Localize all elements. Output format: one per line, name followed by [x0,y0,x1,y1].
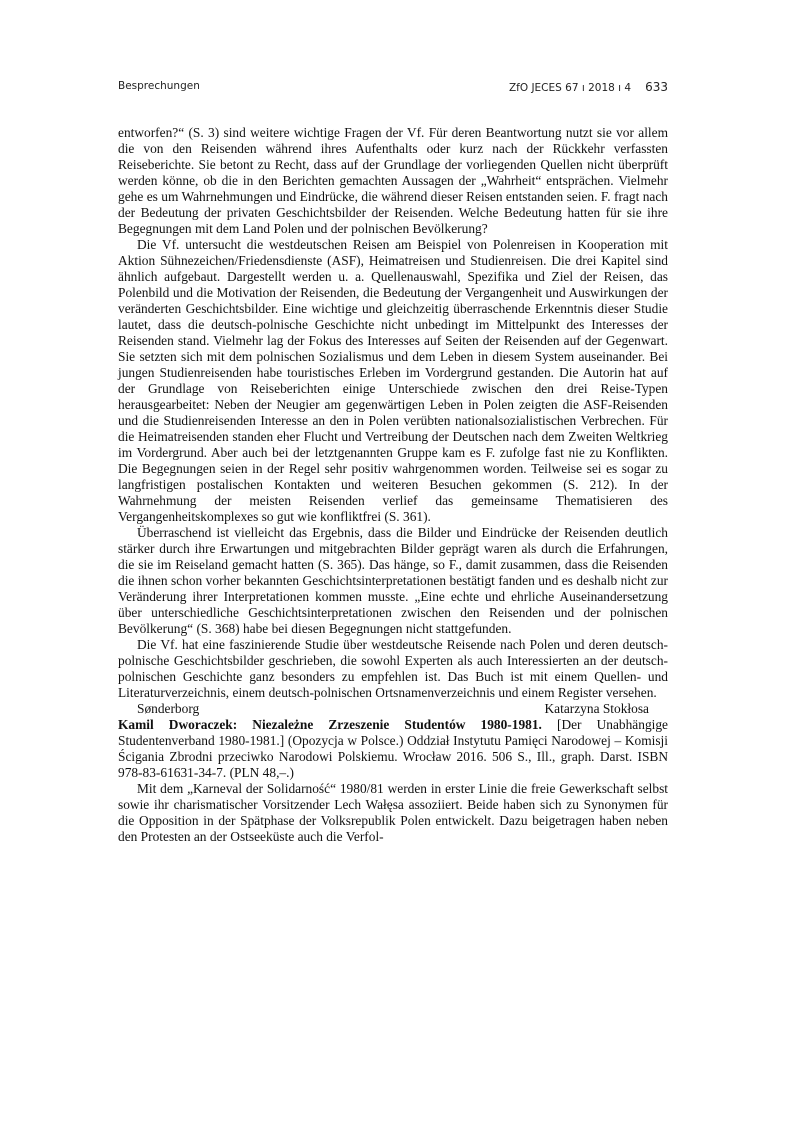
page-body [118,125,668,845]
paragraph-3: Überraschend ist vielleicht das Ergebnis, dass die Bilder und Eindrücke der Reisenden deutlich stärker durch ihre Erwartungen und mitgebrachten Bilder geprägt waren als durch die Erfahrungen, die sie im Reiseland gemacht hatten (S. 365). Das hänge, so F., damit zusammen, dass die Reisenden die ihnen schon vorher bekannten Geschichtsinterpretationen bestätigt fanden und es deshalb nicht zur Veränderung ihrer Interpretationen kommen musste. „Eine echte und ehrliche Auseinandersetzung über unterschiedliche Geschichtsinterpretationen zwischen den Reisenden und der polnischen Bevölkerung“ (S. 368) habe bei diesen Begegnungen nicht stattgefunden. [118,525,668,636]
paragraph-2: Die Vf. untersucht die westdeutschen Reisen am Beispiel von Polenreisen in Kooperation mit Aktion Sühnezeichen/Friedensdienste (ASF), Heimatreisen und Studienreisen. Die drei Kapitel sind ähnlich aufgebaut. Dargestellt werden u. a. Quellenauswahl, Spezifika und Ziel der Reisen, das Polenbild und die Motivation der Reisenden, die Bedeutung der Vergangenheit und Auswirkungen der veränderten Geschichtsbilder. Eine wichtige und gleichzeitig überraschende Erkenntnis dieser Studie lautet, dass die deutsch-polnische Geschichte nicht unbedingt im Mittelpunkt des Interesses der Reisenden stand. Vielmehr lag der Fokus des Interesses auf Seiten der Reisenden auf der Gegenwart. Sie setzten sich mit dem polnischen Sozialismus und dem Leben in diesem System auseinander. Bei jungen Studienreisenden habe touristisches Erleben im Vordergrund gestanden. Die Autorin hat auf der Grundlage von Reiseberichten einige Unterschiede zwischen den drei Reise-Typen herausgearbeitet: Neben der Neugier am gegenwärtigen Leben in Polen zeigten die ASF-Reisenden und die Studienreisenden Interesse an den in Polen verübten nationalsozialistischen Verbrechen. Für die Heimatreisenden standen eher Flucht und Vertreibung der Deutschen nach dem Zweiten Weltkrieg im Vordergrund. Aber auch bei der letztgenannten Gruppe kam es F. zufolge fast nie zu Konflikten. Die Begegnungen seien in der Regel sehr positiv wahrgenommen worden. Teilweise sei es sogar zu langfristigen postalischen Kontakten und weiteren Besuchen gekommen (S. 212). In der Wahrnehmung der meisten Reisenden verlief das gemeinsame Thematisieren des Vergangenheitskomplexes so gut wie konfliktfrei (S. 361). [118,237,668,524]
journal-info [509,80,668,94]
paragraph-4: Die Vf. hat eine faszinierende Studie über westdeutsche Reisende nach Polen und deren deutsch-polnische Geschichtsbilder geschrieben, die sowohl Experten als auch Interessierten an der deutsch-polnischen Geschichte ganz besonders zu empfehlen ist. Das Buch ist mit einem Quellen- und Literaturverzeichnis, einem deutsch-polnischen Ortsnamenverzeichnis und einem Register versehen. [118,637,668,700]
review-bibliography [118,717,668,781]
review-title: Kamil Dworaczek: Niezależne Zrzeszenie Studentów 1980-1981. [118,717,542,732]
journal-issue: ZfO JECES 67 ı 2018 ı 4 [508,82,632,94]
signature-author: Katarzyna Stokłosa [544,701,649,716]
review-signature [118,701,668,717]
paragraph-1: entworfen?“ (S. 3) sind weitere wichtige Fragen der Vf. Für deren Beantwortung nutzt sie vor allem die von den Reisenden während ihres Aufenthalts oder kurz nach der Rückkehr verfassten Reiseberichte. Sie betont zu Recht, dass auf der Grundlage der vorliegenden Quellen nicht überprüft werden könne, ob die in den Berichten gemachten Aussagen der „Wahrheit“ entsprächen. Vielmehr gehe es um Wahrnehmungen und Eindrücke, die während dieser Reisen entstanden seien. F. fragt nach der Bedeutung der privaten Geschichtsbilder der Reisenden. Welche Bedeutung hatten für sie ihre Begegnungen mit dem Land Polen und der polnischen Bevölkerung? [118,125,668,236]
section-title: Besprechungen [118,80,200,92]
page-number: 633 [645,80,668,94]
review-bibliographic-details: [Der Unabhängige Studentenverband 1980-1981.] (Opozycja w Polsce.) Oddział Instytutu Pamięci Narodowej – Komisji Ścigania Zbrodni przeciwko Narodowi Polskiemu. Wrocław 2016. 506 S., Ill., graph. Darst. ISBN 978-83-61631-34-7. (PLN 48,–.) [118,717,668,780]
signature-place: Sønderborg [137,701,200,716]
review-paragraph-1: Mit dem „Karneval der Solidarność“ 1980/81 werden in erster Linie die freie Gewerkschaft selbst sowie ihr charismatischer Vorsitzender Lech Wałęsa assoziiert. Beide haben sich zu Synonymen für die Opposition in der Spätphase der Volksrepublik Polen entwickelt. Dazu beigetragen haben neben den Protesten an der Ostseeküste auch die Verfol- [118,781,668,844]
running-header [118,80,668,98]
